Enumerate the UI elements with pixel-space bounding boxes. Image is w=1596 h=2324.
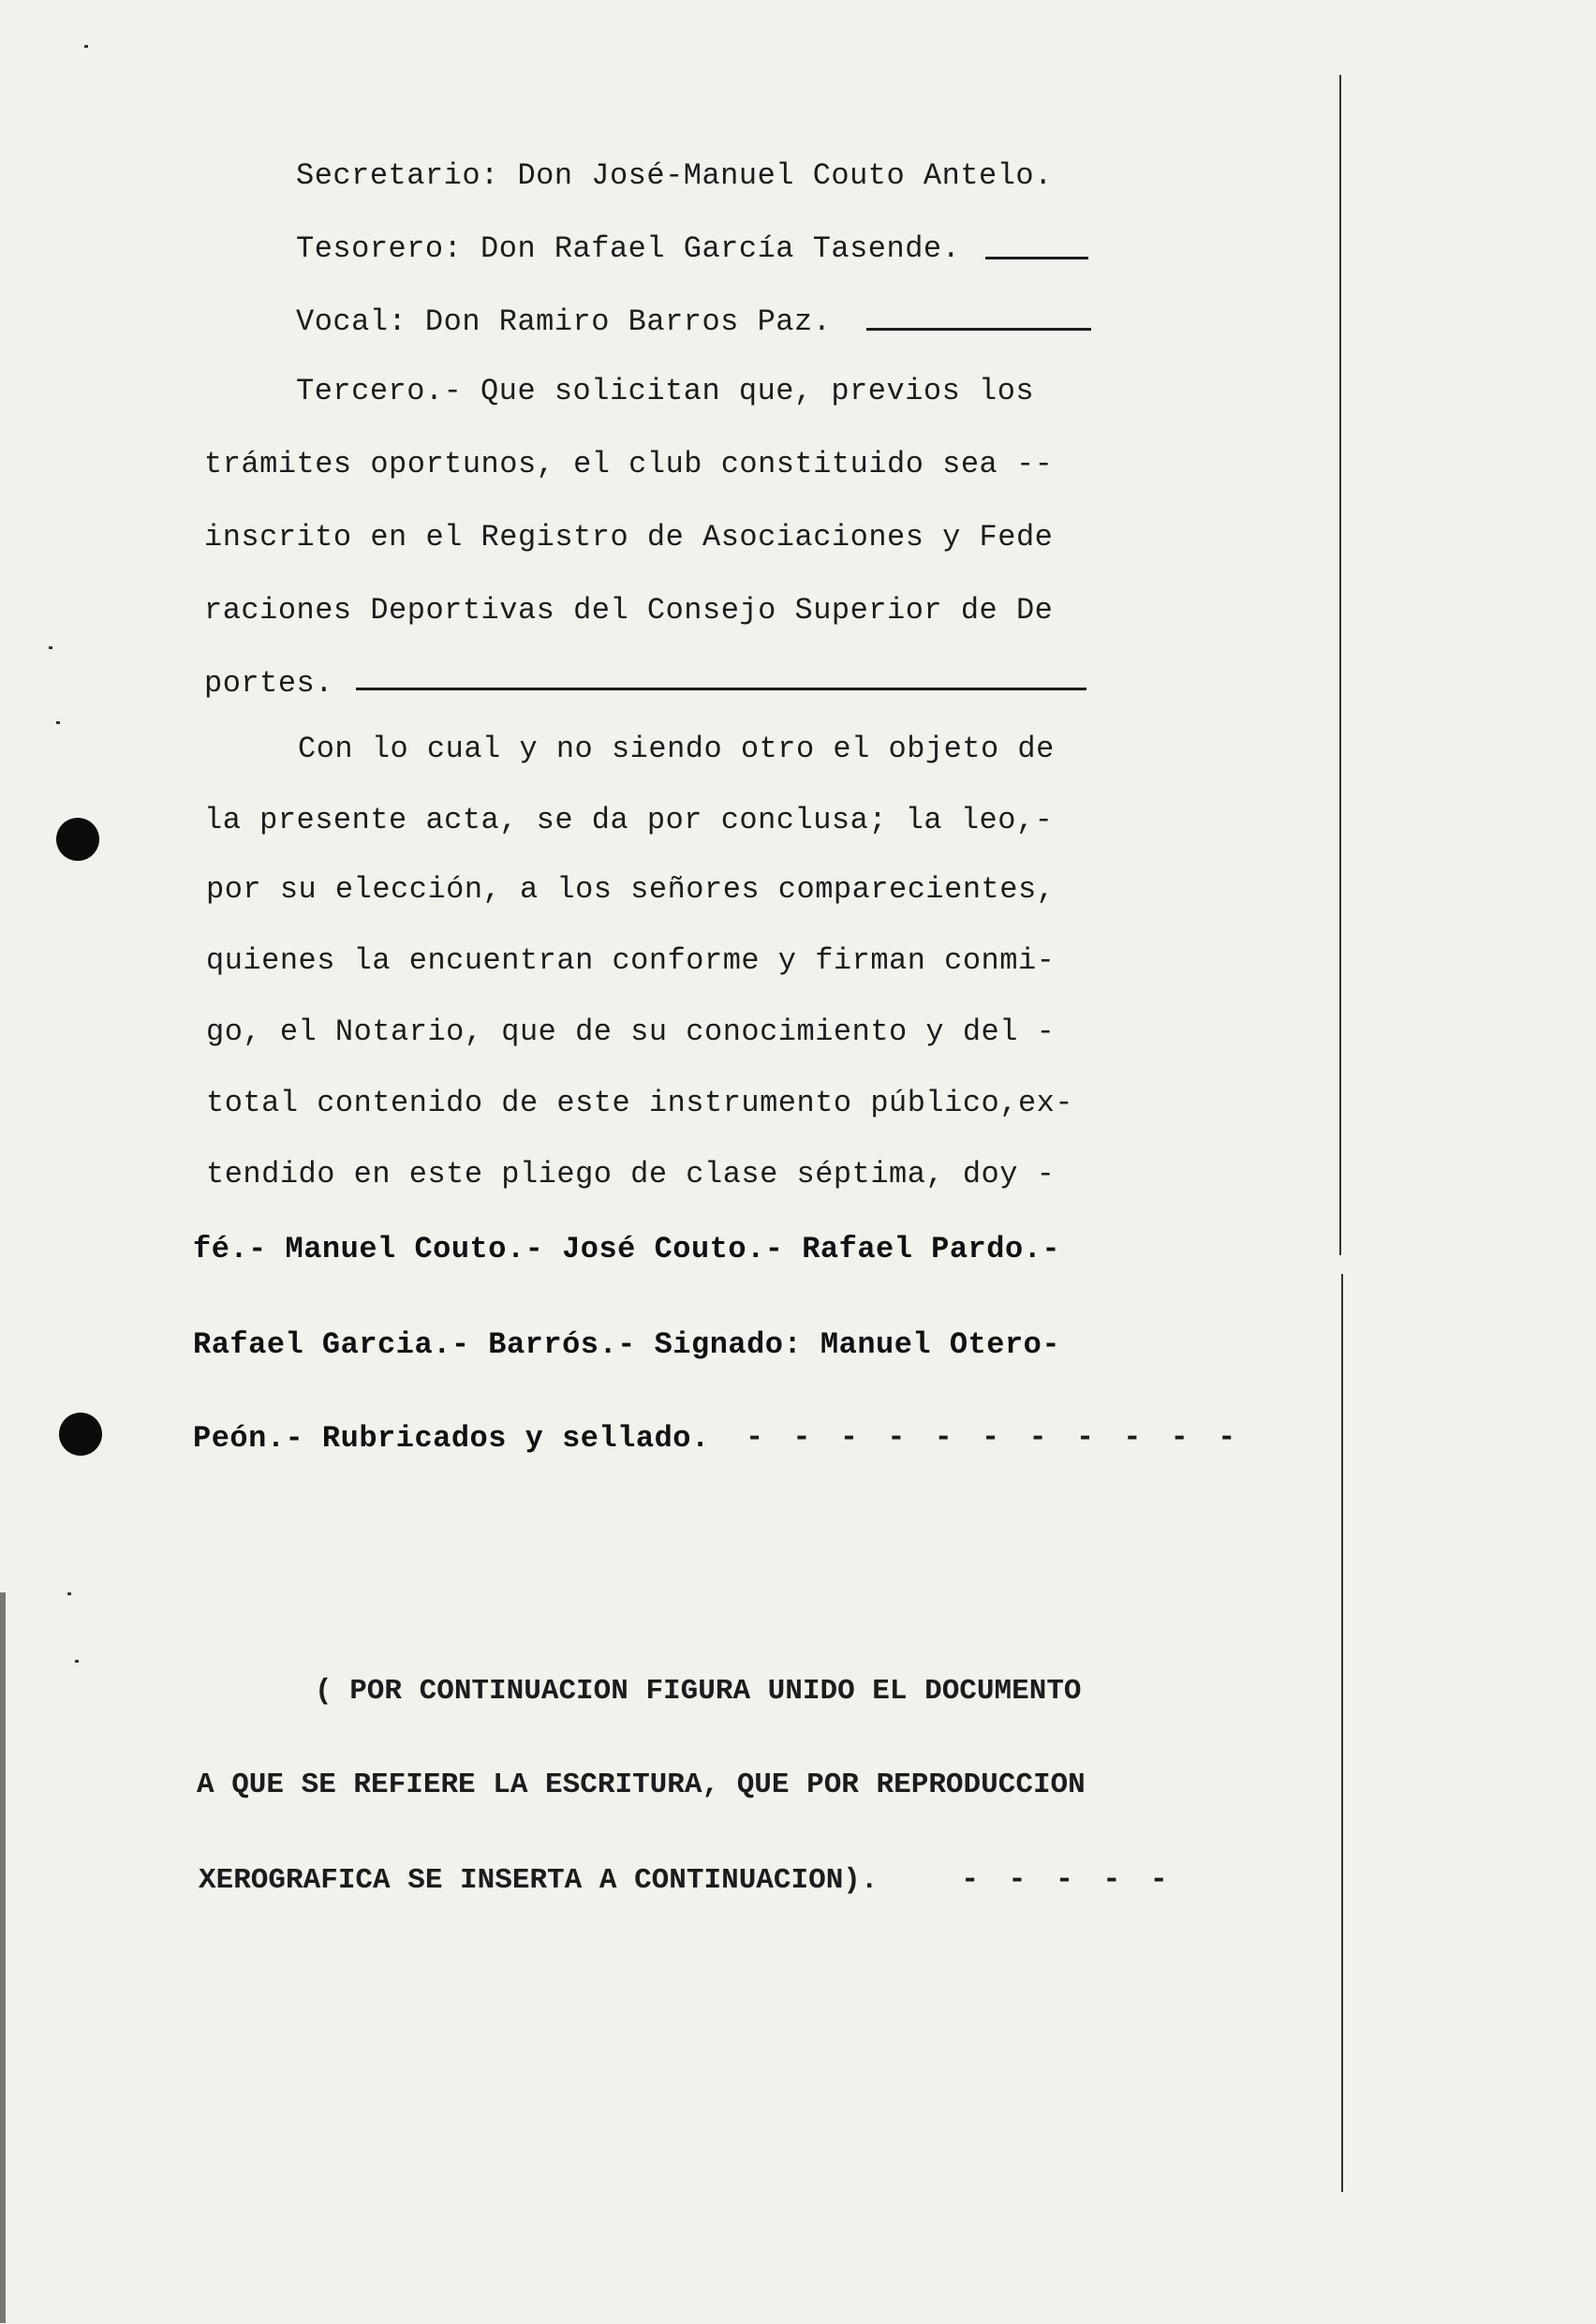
- text-line: inscrito en el Registro de Asociaciones y Fede: [204, 520, 1054, 555]
- text-line: raciones Deportivas del Consejo Superior de De: [204, 593, 1054, 628]
- text-line-rubricados: Peón.- Rubricados y sellado.: [193, 1421, 710, 1456]
- note-line: XEROGRAFICA SE INSERTA A CONTINUACION).: [199, 1864, 879, 1897]
- text-line-tercero: Tercero.- Que solicitan que, previos los: [296, 374, 1035, 408]
- text-line: Con lo cual y no siendo otro el objeto de: [298, 732, 1055, 766]
- text-line: portes.: [204, 666, 333, 701]
- speck: [67, 1592, 71, 1595]
- fill-rule: [985, 257, 1088, 259]
- speck: [75, 1660, 79, 1663]
- punch-hole-lower: [59, 1413, 102, 1456]
- margin-rule-lower: [1341, 1274, 1343, 2192]
- speck: [84, 45, 88, 48]
- text-line: trámites oportunos, el club constituido sea --: [204, 447, 1054, 481]
- margin-rule-upper: [1339, 75, 1341, 1255]
- text-line: por su elección, a los señores comparecientes,: [206, 872, 1056, 907]
- text-line-vocal: Vocal: Don Ramiro Barros Paz.: [296, 304, 832, 339]
- text-line-secretario: Secretario: Don José-Manuel Couto Antelo.: [296, 158, 1053, 193]
- text-line: total contenido de este instrumento público,ex-: [206, 1086, 1074, 1120]
- scan-edge-shadow: [0, 1592, 6, 2323]
- fill-rule: [866, 328, 1091, 331]
- speck: [49, 646, 52, 649]
- text-line-signatures: Rafael Garcia.- Barrós.- Signado: Manuel Otero-: [193, 1327, 1061, 1362]
- text-line-tesorero: Tesorero: Don Rafael García Tasende.: [296, 231, 961, 266]
- fill-dashes: - - - - -: [961, 1862, 1174, 1897]
- note-line: A QUE SE REFIERE LA ESCRITURA, QUE POR REPRODUCCION: [197, 1769, 1086, 1801]
- fill-dashes: - - - - - - - - - - -: [746, 1420, 1242, 1455]
- text-line: la presente acta, se da por conclusa; la leo,-: [204, 803, 1054, 837]
- note-line: ( POR CONTINUACION FIGURA UNIDO EL DOCUMENTO: [315, 1675, 1082, 1708]
- speck: [56, 721, 60, 724]
- text-line: tendido en este pliego de clase séptima, doy -: [206, 1157, 1056, 1192]
- text-line: quienes la encuentran conforme y firman conmi-: [206, 943, 1056, 978]
- text-line-signatures: fé.- Manuel Couto.- José Couto.- Rafael Pardo.-: [193, 1232, 1061, 1266]
- text-line: go, el Notario, que de su conocimiento y del -: [206, 1014, 1056, 1049]
- punch-hole-upper: [56, 818, 99, 861]
- fill-rule: [356, 688, 1086, 690]
